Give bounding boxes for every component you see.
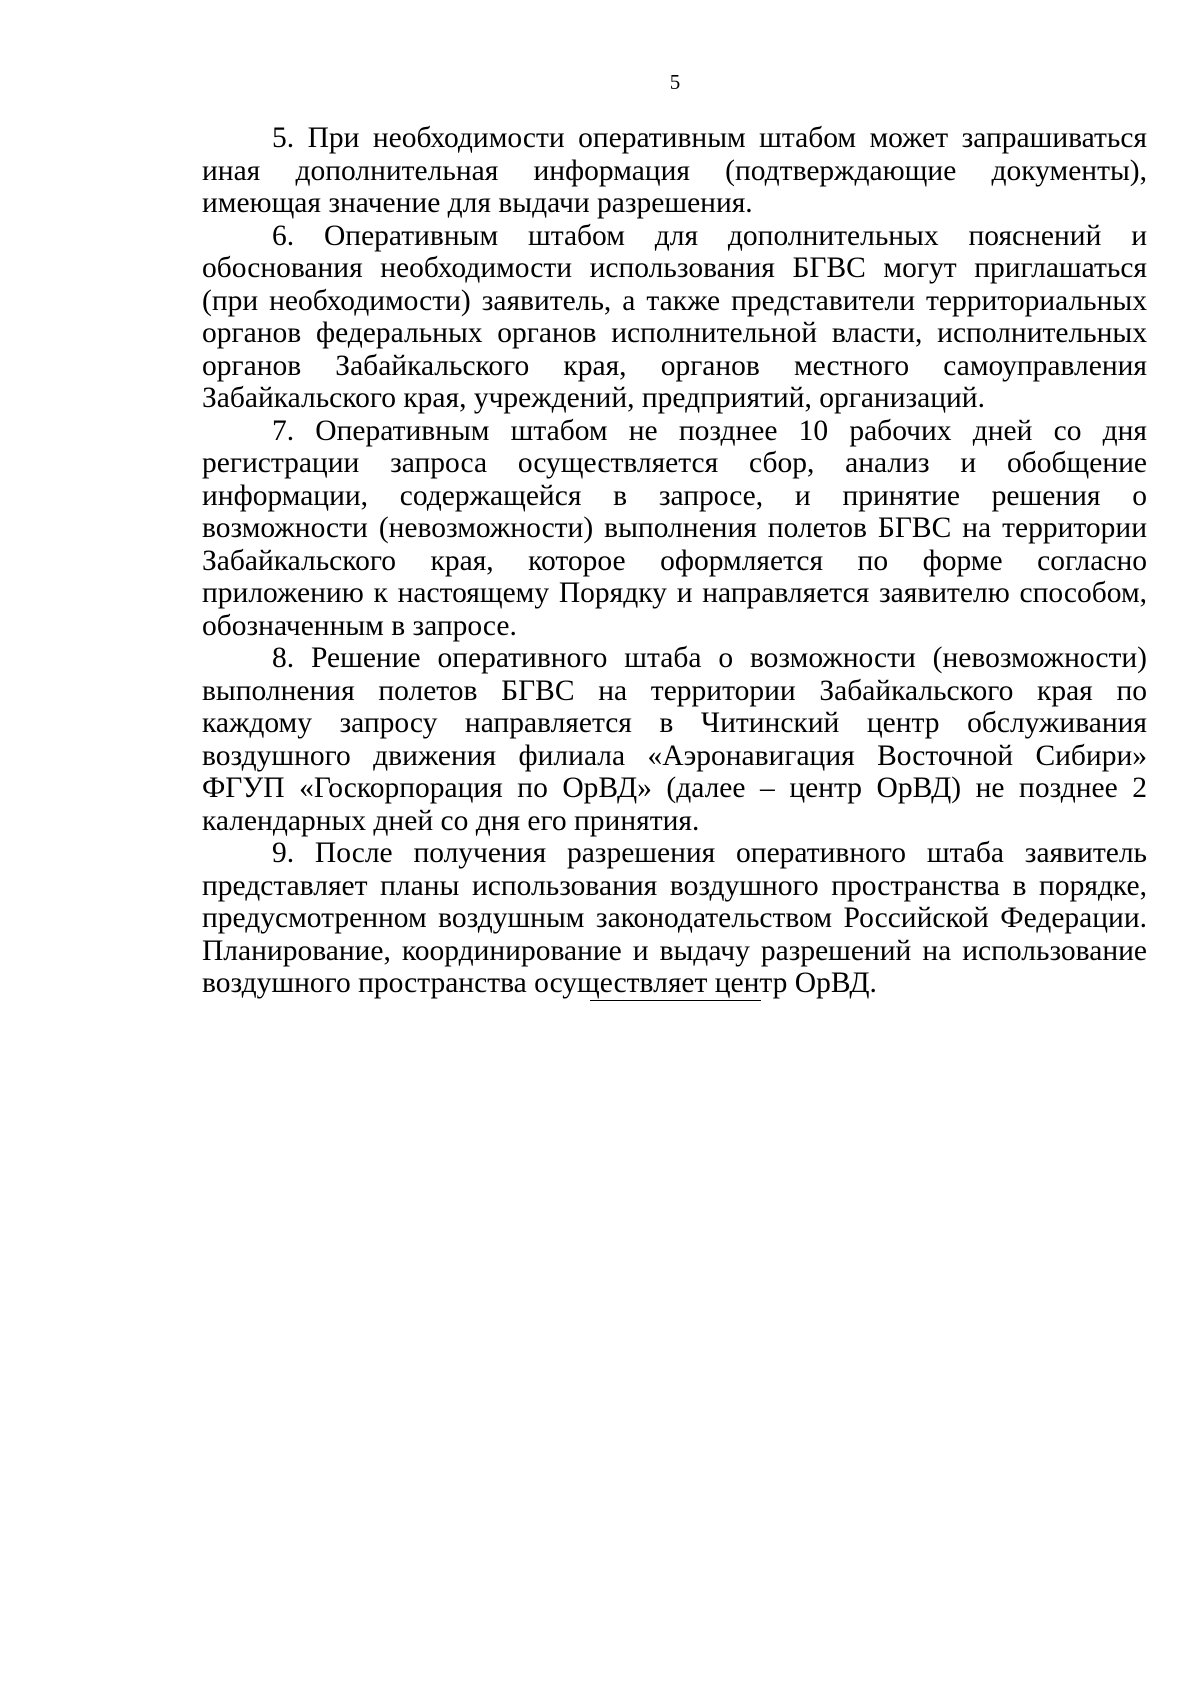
end-of-text-rule (590, 1000, 761, 1001)
paragraph-6: 6. Оперативным штабом для дополнительных пояснений и обоснования необходимости использования БГВС могут приглашаться (при необходимости) заявитель, а также представители территориальных органов федеральных органов исполнительной власти, исполнительных органов Забайкальского края, органов местного самоуправления Забайкальского края, учреждений, предприятий, организаций. (202, 219, 1147, 414)
page-number: 5 (669, 70, 681, 94)
paragraph-5: 5. При необходимости оперативным штабом может запрашиваться иная дополнительная информация (подтверждающие документы), имеющая значение для выдачи разрешения. (202, 122, 1147, 219)
paragraph-7: 7. Оперативным штабом не позднее 10 рабочих дней со дня регистрации запроса осуществляется сбор, анализ и обобщение информации, содержащейся в запросе, и принятие решения о возможности (невозможности) выполнения полетов БГВС на территории Забайкальского края, которое оформляется по форме согласно приложению к настоящему Порядку и направляется заявителю способом, обозначенным в запросе. (202, 414, 1147, 642)
paragraph-8: 8. Решение оперативного штаба о возможности (невозможности) выполнения полетов БГВС на территории Забайкальского края по каждому запросу направляется в Читинский центр обслуживания воздушного движения филиала «Аэронавигация Восточной Сибири» ФГУП «Госкорпорация по ОрВД» (далее – центр ОрВД) не позднее 2 календарных дней со дня его принятия. (202, 642, 1147, 837)
document-body (202, 122, 1147, 1000)
paragraph-9: 9. После получения разрешения оперативного штаба заявитель представляет планы использования воздушного пространства в порядке, предусмотренном воздушным законодательством Российской Федерации. Планирование, координирование и выдачу разрешений на использование воздушного пространства осуществляет центр ОрВД. (202, 837, 1147, 999)
